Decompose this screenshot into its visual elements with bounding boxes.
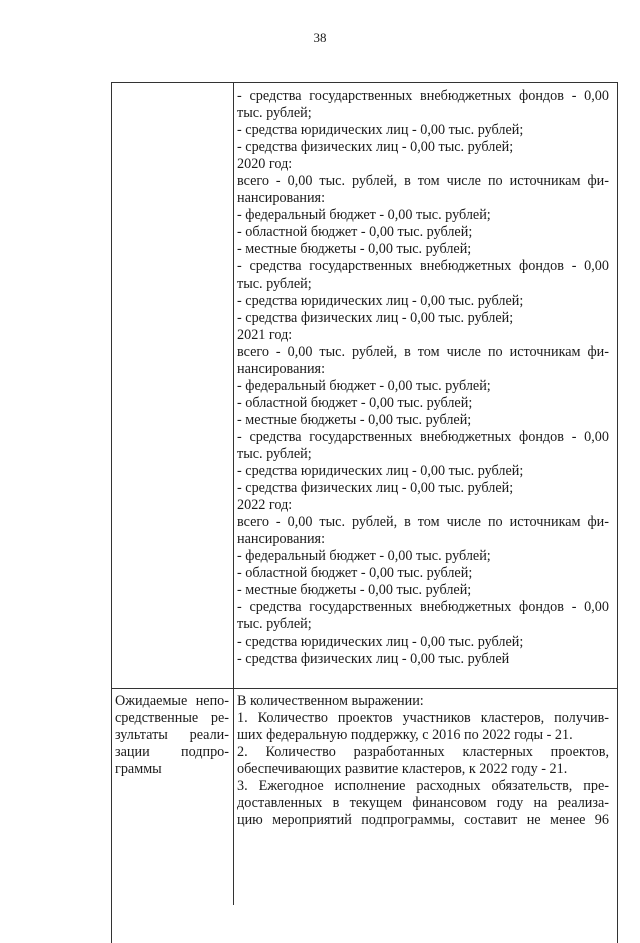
text-line: - средства юридических лиц - 0,00 тыс. рублей;: [237, 463, 524, 480]
text-line: - средства государственных внебюджетных фондов - 0,00: [237, 258, 609, 275]
text-line: - средства физических лиц - 0,00 тыс. рублей;: [237, 309, 514, 326]
text-line: нансирования:: [237, 190, 326, 207]
text-line: 2020 год:: [237, 156, 293, 173]
text-line: - средства юридических лиц - 0,00 тыс. рублей;: [237, 292, 524, 309]
text-line: - средства физических лиц - 0,00 тыс. рублей;: [237, 480, 514, 497]
text-line: В количественном выражении:: [237, 693, 424, 709]
text-line: нансирования:: [237, 360, 326, 377]
text-line: - средства юридических лиц - 0,00 тыс. рублей;: [237, 633, 524, 650]
text-line: 3. Ежегодное исполнение расходных обязательств, пре-: [237, 778, 609, 795]
page-number: 38: [313, 30, 327, 45]
text-line: - местные бюджеты - 0,00 тыс. рублей;: [237, 241, 472, 258]
text-line: всего - 0,00 тыс. рублей, в том числе по источникам фи-: [237, 173, 609, 190]
column-divider: [233, 82, 234, 905]
text-line: тыс. рублей;: [237, 445, 312, 462]
text-line: - местные бюджеты - 0,00 тыс. рублей;: [237, 411, 472, 428]
text-line: Ожидаемые непо-: [115, 693, 229, 709]
row-divider: [111, 688, 617, 689]
text-line: 2. Количество разработанных кластерных проектов,: [237, 744, 609, 761]
text-line: - средства физических лиц - 0,00 тыс. рублей;: [237, 139, 514, 156]
text-line: - средства физических лиц - 0,00 тыс. рублей: [237, 650, 510, 667]
text-line: 1. Количество проектов участников кластеров, получив-: [237, 710, 609, 727]
funding-cell: [237, 88, 609, 668]
text-line: цию мероприятий подпрограммы, составит не менее 96: [237, 812, 609, 829]
text-line: граммы: [115, 761, 162, 778]
text-line: - средства государственных внебюджетных фондов - 0,00: [237, 599, 609, 616]
text-line: - средства государственных внебюджетных фондов - 0,00: [237, 88, 609, 104]
text-line: всего - 0,00 тыс. рублей, в том числе по источникам фи-: [237, 343, 609, 360]
text-line: - федеральный бюджет - 0,00 тыс. рублей;: [237, 548, 491, 565]
text-line: тыс. рублей;: [237, 275, 312, 292]
text-line: обеспечивающих развитие кластеров, к 2022 году - 21.: [237, 761, 568, 778]
text-line: - областной бюджет - 0,00 тыс. рублей;: [237, 394, 473, 411]
text-line: тыс. рублей;: [237, 616, 312, 633]
text-line: - федеральный бюджет - 0,00 тыс. рублей;: [237, 207, 491, 224]
text-line: всего - 0,00 тыс. рублей, в том числе по источникам фи-: [237, 514, 609, 531]
text-line: 2022 год:: [237, 497, 293, 514]
text-line: - областной бюджет - 0,00 тыс. рублей;: [237, 565, 473, 582]
results-label-cell: [115, 693, 229, 778]
text-line: - местные бюджеты - 0,00 тыс. рублей;: [237, 582, 472, 599]
text-line: - федеральный бюджет - 0,00 тыс. рублей;: [237, 377, 491, 394]
text-line: зации подпро-: [115, 744, 229, 761]
text-line: тыс. рублей;: [237, 105, 312, 122]
text-line: - средства государственных внебюджетных фондов - 0,00: [237, 428, 609, 445]
text-line: зультаты реали-: [115, 727, 229, 744]
text-line: доставленных в текущем финансовом году на реализа-: [237, 795, 609, 812]
results-text-cell: [237, 693, 609, 829]
text-line: нансирования:: [237, 531, 326, 548]
text-line: ших федеральную поддержку, с 2016 по 2022 годы - 21.: [237, 727, 573, 744]
text-line: - средства юридических лиц - 0,00 тыс. рублей;: [237, 122, 524, 139]
text-line: - областной бюджет - 0,00 тыс. рублей;: [237, 224, 473, 241]
text-line: 2021 год:: [237, 326, 293, 343]
text-line: средственные ре-: [115, 710, 229, 727]
